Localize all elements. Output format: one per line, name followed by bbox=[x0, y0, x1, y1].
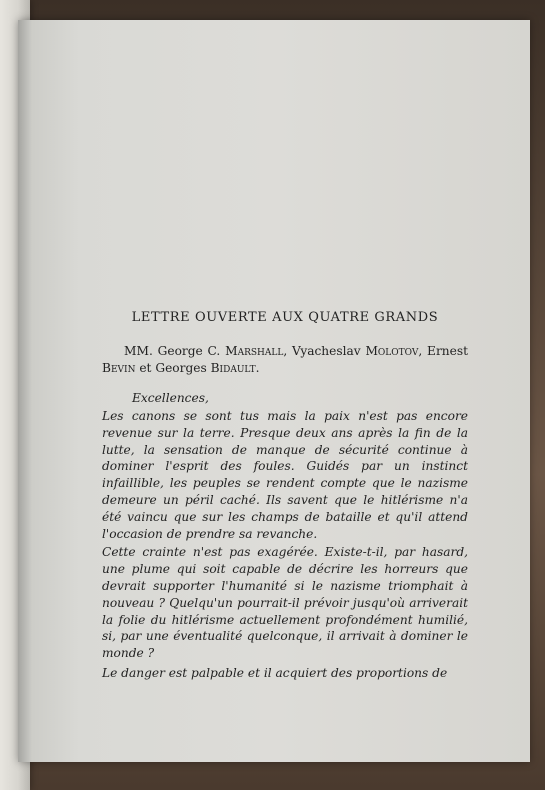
addressee-sep3: et Georges bbox=[135, 361, 211, 375]
addressee-end: . bbox=[255, 361, 260, 375]
addressee-bidault: Bidault bbox=[210, 361, 256, 375]
addressee-prefix: MM. George C. bbox=[124, 344, 226, 358]
addressee-sep1: , Vyacheslav bbox=[283, 344, 366, 358]
addressee-bevin: Bevin bbox=[102, 361, 136, 375]
letter-text-block bbox=[102, 310, 468, 694]
paragraph-3: Le danger est palpable et il acquiert des proportions de bbox=[102, 665, 448, 680]
addressee-molotov: Molotov bbox=[365, 344, 419, 358]
paragraph-1: Les canons se sont tus mais la paix n'est pas encore revenue sur la terre. Presque deux ans après la fin de la lutte, la sensation de manque de sécurité continue à dominer l'esprit des foules. Guidés par un instinct infaillible, les peuples se rendent compte que le nazisme demeure un péril caché. Ils savent que le hitlérisme n'a été vaincu que sur les champs de bataille et qu'il attend l'occasion de prendre sa revanche. bbox=[102, 409, 468, 541]
page-fold-shadow bbox=[18, 20, 32, 762]
letter-title: LETTRE OUVERTE AUX QUATRE GRANDS bbox=[131, 310, 439, 325]
addressees-line bbox=[102, 343, 468, 377]
addressee-marshall: Marshall bbox=[225, 344, 284, 358]
book-page bbox=[18, 20, 530, 762]
paragraph-2: Cette crainte n'est pas exagérée. Existe-t-il, par hasard, une plume qui soit capable de décrire les horreurs que devrait supporter l'humanité si le nazisme triomphait à nouveau ? Quelqu'un pourrait-il prévoir jusqu'où arriverait la folie du hitlérisme actuellement profondément humilié, si, par une éventualité quelconque, il arrivait à dominer le monde ? bbox=[102, 545, 468, 661]
addressee-sep2: , Ernest bbox=[418, 344, 468, 358]
salutation: Excellences, bbox=[132, 391, 209, 405]
